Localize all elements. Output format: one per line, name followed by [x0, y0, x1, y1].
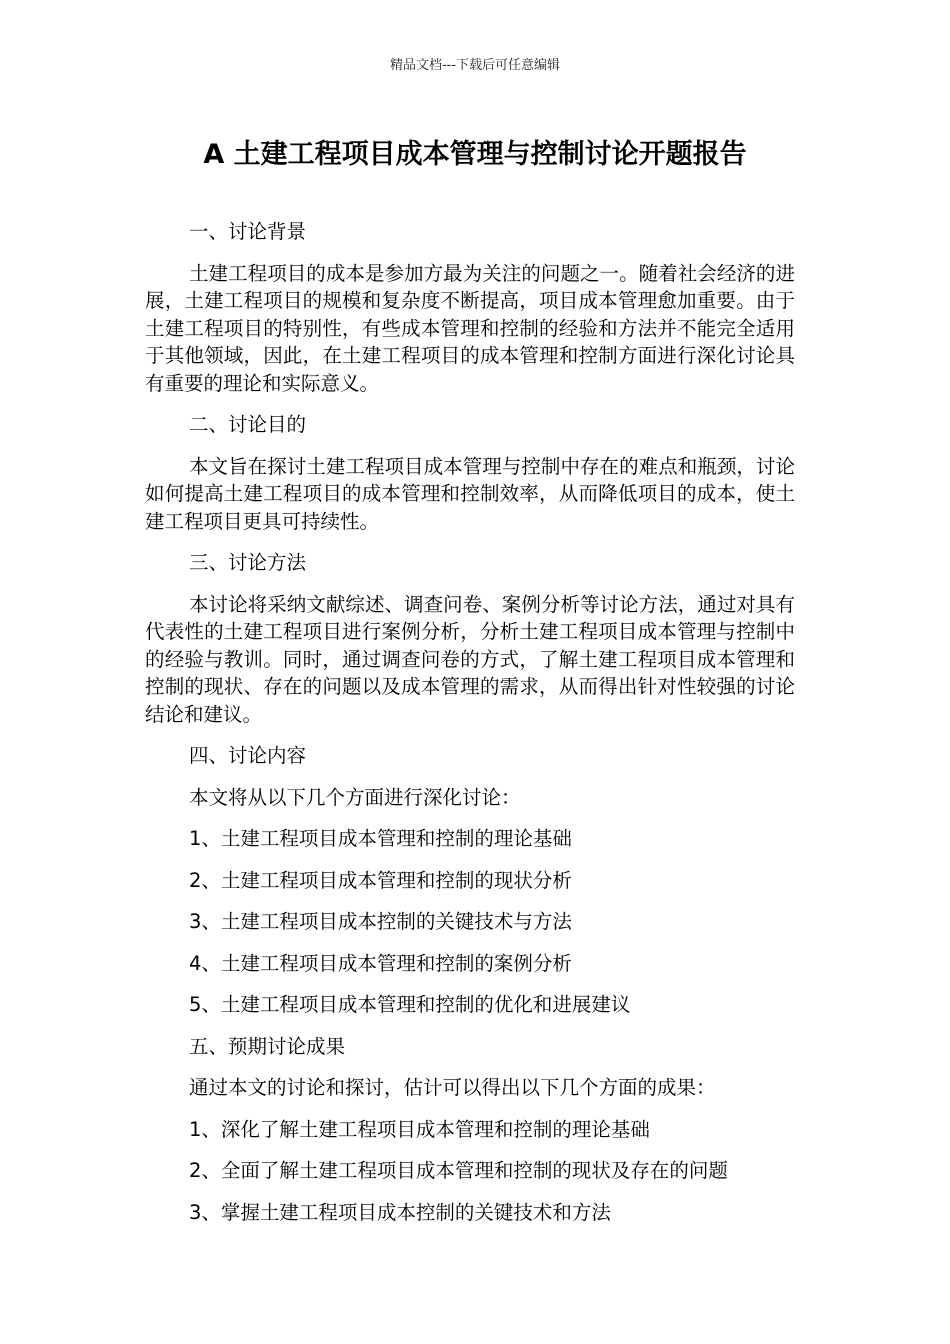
document-body: [145, 218, 795, 1240]
section-heading-purpose: 二、讨论目的: [189, 413, 307, 436]
section-heading-expected-results: 五、预期讨论成果: [189, 1034, 346, 1058]
section-heading-content: 四、讨论内容: [189, 744, 307, 767]
page-header: 精品文档---下载后可任意编辑: [389, 58, 561, 73]
list-item: 5、土建工程项目成本管理和控制的优化和进展建议: [189, 993, 631, 1016]
section-heading-background: 一、讨论背景: [189, 220, 307, 243]
list-item: 3、土建工程项目成本控制的关键技术与方法: [189, 910, 572, 933]
section-paragraph-background: 土建工程项目的成本是参加方最为关注的问题之一。随着社会经济的进展，土建工程项目的规模和复杂度不断提高，项目成本管理愈加重要。由于土建工程项目的特别性，有些成本管理和控制的经验和方法并不能完全适用于其他领域，因此，在土建工程项目的成本管理和控制方面进行深化讨论具有重要的理论和实际意义。: [145, 261, 795, 395]
list-item: 1、深化了解土建工程项目成本管理和控制的理论基础: [189, 1117, 650, 1141]
section-heading-method: 三、讨论方法: [189, 551, 307, 574]
list-item: 4、土建工程项目成本管理和控制的案例分析: [189, 951, 572, 975]
list-item: 2、全面了解土建工程项目成本管理和控制的现状及存在的问题: [189, 1159, 728, 1182]
section-paragraph-method: 本讨论将采纳文献综述、调查问卷、案例分析等讨论方法，通过对具有代表性的土建工程项目进行案例分析，分析土建工程项目成本管理与控制中的经验与教训。同时，通过调查问卷的方式，了解土建工程项目成本管理和控制的现状、存在的问题以及成本管理的需求，从而得出针对性较强的讨论结论和建议。: [145, 592, 795, 726]
section-intro-expected-results: 通过本文的讨论和探讨，估计可以得出以下几个方面的成果：: [189, 1076, 716, 1099]
document-title: A 土建工程项目成本管理与控制讨论开题报告: [203, 139, 747, 170]
list-item: 3、掌握土建工程项目成本控制的关键技术和方法: [189, 1200, 611, 1224]
list-item: 1、土建工程项目成本管理和控制的理论基础: [189, 827, 572, 850]
list-item: 2、土建工程项目成本管理和控制的现状分析: [189, 868, 572, 892]
section-intro-content: 本文将从以下几个方面进行深化讨论：: [189, 785, 521, 809]
section-paragraph-purpose: 本文旨在探讨土建工程项目成本管理与控制中存在的难点和瓶颈，讨论如何提高土建工程项目的成本管理和控制效率，从而降低项目的成本，使土建工程项目更具可持续性。: [145, 454, 795, 533]
